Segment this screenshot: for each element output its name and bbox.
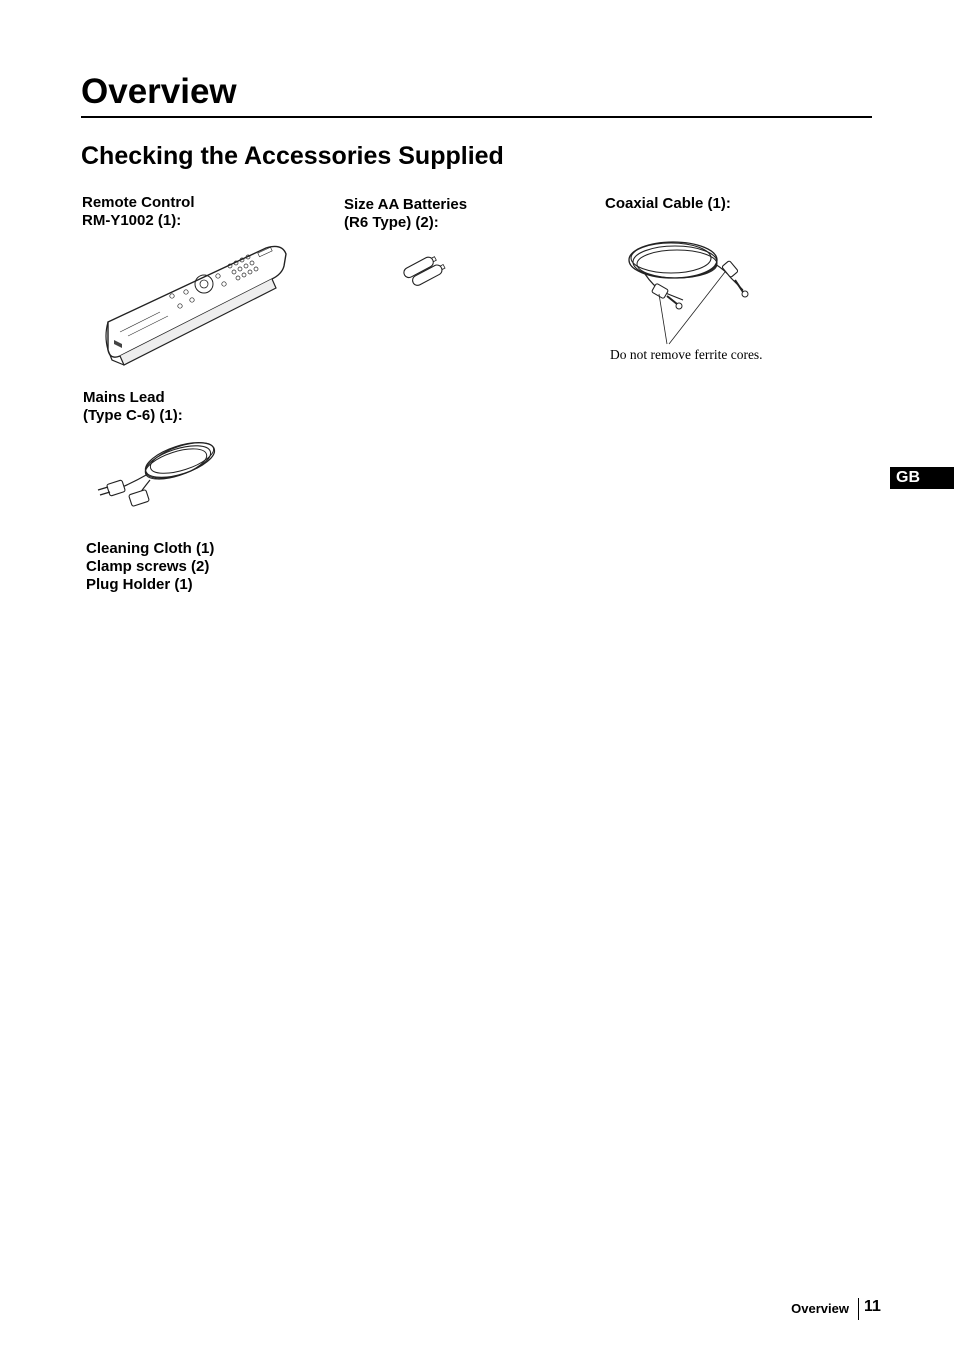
remote-control-label-line1: Remote Control xyxy=(82,194,195,211)
footer-section-name: Overview xyxy=(791,1301,849,1316)
page-title: Overview xyxy=(81,72,237,111)
remote-control-label xyxy=(82,194,195,230)
coax-caption: Do not remove ferrite cores. xyxy=(610,347,763,362)
footer-divider xyxy=(858,1298,859,1320)
mains-lead-label-line1: Mains Lead xyxy=(83,389,165,406)
remote-control-label-line2: RM-Y1002 (1): xyxy=(82,212,182,229)
mains-lead-icon xyxy=(94,436,222,508)
other-item-clamp-screws: Clamp screws (2) xyxy=(86,558,210,575)
coaxial-cable-icon xyxy=(625,234,760,350)
batteries-label xyxy=(344,196,467,232)
remote-control-icon xyxy=(100,240,290,368)
title-rule xyxy=(81,116,872,118)
mains-lead-label xyxy=(83,389,183,425)
other-item-plug-holder: Plug Holder (1) xyxy=(86,576,193,593)
batteries-label-line2: (R6 Type) (2): xyxy=(344,214,439,231)
mains-lead-label-line2: (Type C-6) (1): xyxy=(83,407,183,424)
other-item-cleaning-cloth: Cleaning Cloth (1) xyxy=(86,540,215,557)
section-heading: Checking the Accessories Supplied xyxy=(81,142,504,170)
page-number: 11 xyxy=(864,1298,881,1315)
coax-label: Coaxial Cable (1): xyxy=(605,195,731,212)
region-tab: GB xyxy=(890,467,954,489)
aa-batteries-icon xyxy=(400,254,448,288)
other-items-list xyxy=(86,540,214,594)
batteries-label-line1: Size AA Batteries xyxy=(344,196,468,213)
